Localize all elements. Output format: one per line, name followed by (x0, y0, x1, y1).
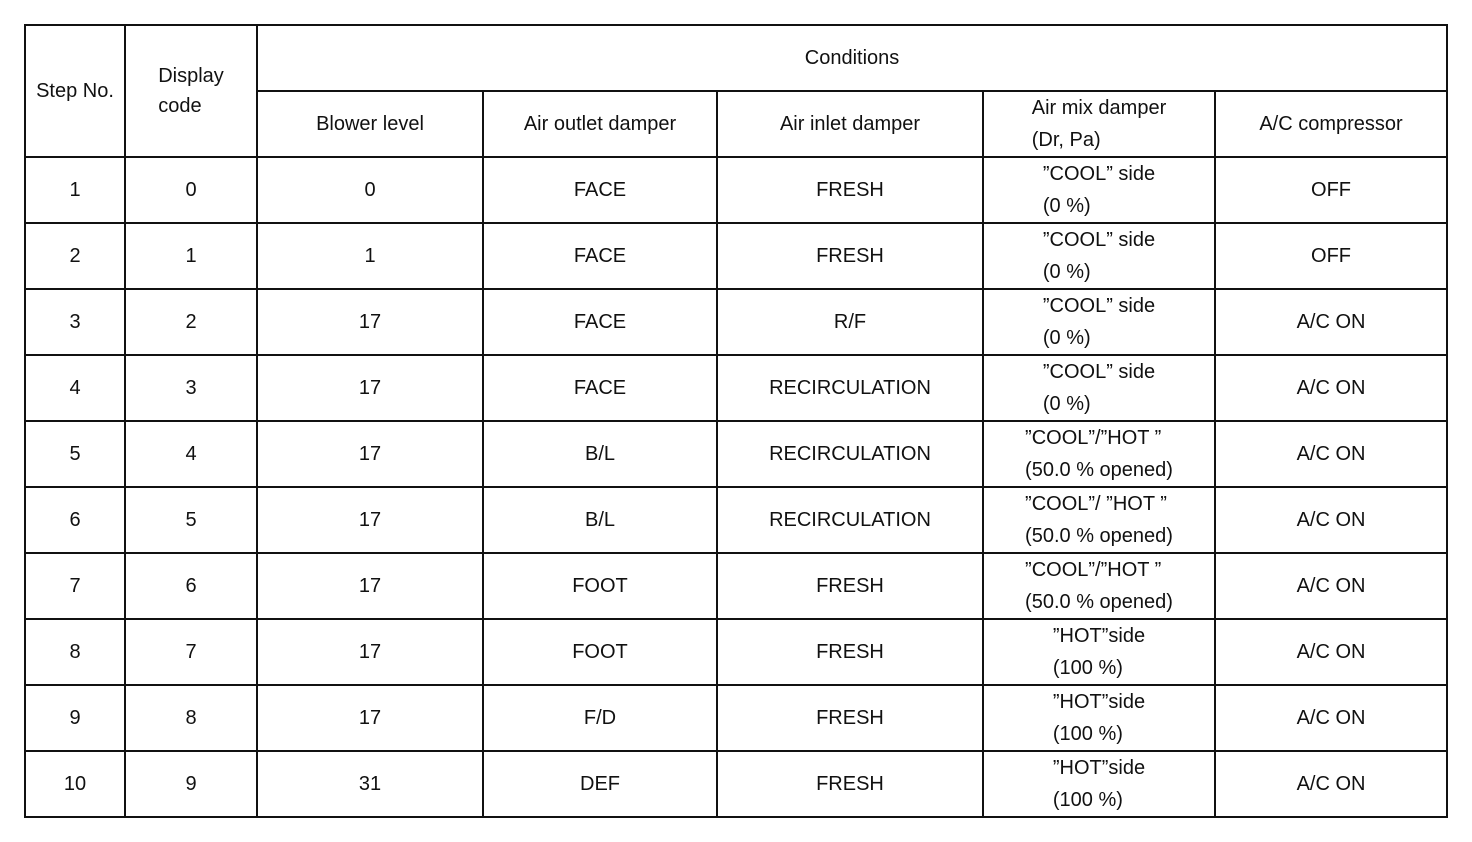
header-ac-compressor: A/C compressor (1215, 91, 1447, 157)
cell-outlet: FOOT (483, 619, 717, 685)
header-air-outlet-damper: Air outlet damper (483, 91, 717, 157)
cell-inlet: FRESH (717, 157, 983, 223)
cell-mix-line2: (0 %) (1042, 261, 1091, 283)
cell-inlet: RECIRCULATION (717, 487, 983, 553)
cell-step: 9 (25, 685, 125, 751)
cell-mix (983, 421, 1215, 487)
cell-outlet: DEF (483, 751, 717, 817)
header-row-top (25, 25, 1447, 91)
cell-outlet: B/L (483, 421, 717, 487)
cell-blower: 0 (257, 157, 483, 223)
table-row (25, 223, 1447, 289)
cell-mix-line1: ”COOL” side (1042, 361, 1156, 383)
cell-code: 7 (125, 619, 257, 685)
table-row (25, 685, 1447, 751)
table-row (25, 619, 1447, 685)
cell-mix (983, 619, 1215, 685)
header-air-mix-damper (983, 91, 1215, 157)
header-air-mix-line1: Air mix damper (1031, 97, 1167, 119)
cell-mix (983, 223, 1215, 289)
cell-mix-line2: (0 %) (1042, 393, 1091, 415)
cell-code: 4 (125, 421, 257, 487)
cell-mix-line2: (100 %) (1052, 789, 1123, 811)
header-conditions: Conditions (257, 25, 1447, 91)
cell-compressor: A/C ON (1215, 355, 1447, 421)
cell-code: 1 (125, 223, 257, 289)
cell-code: 8 (125, 685, 257, 751)
cell-blower: 17 (257, 553, 483, 619)
cell-compressor: A/C ON (1215, 685, 1447, 751)
cell-blower: 17 (257, 289, 483, 355)
cell-outlet: FACE (483, 223, 717, 289)
table-row (25, 553, 1447, 619)
cell-outlet: FOOT (483, 553, 717, 619)
cell-mix-line1: ”HOT”side (1052, 691, 1146, 713)
header-air-mix-line2: (Dr, Pa) (1031, 129, 1101, 151)
cell-mix-line1: ”HOT”side (1052, 757, 1146, 779)
cell-mix-line1: ”COOL”/ ”HOT ” (1025, 493, 1167, 515)
cell-mix-line1: ”COOL”/”HOT ” (1025, 559, 1162, 581)
cell-mix (983, 157, 1215, 223)
cell-code: 5 (125, 487, 257, 553)
cell-code: 2 (125, 289, 257, 355)
cell-step: 6 (25, 487, 125, 553)
cell-inlet: FRESH (717, 751, 983, 817)
cell-step: 2 (25, 223, 125, 289)
cell-outlet: F/D (483, 685, 717, 751)
cell-compressor: A/C ON (1215, 553, 1447, 619)
cell-outlet: FACE (483, 289, 717, 355)
condition-table (24, 24, 1448, 818)
cell-mix-line2: (100 %) (1052, 723, 1123, 745)
cell-compressor: A/C ON (1215, 421, 1447, 487)
cell-inlet: R/F (717, 289, 983, 355)
cell-blower: 17 (257, 685, 483, 751)
cell-outlet: FACE (483, 157, 717, 223)
cell-compressor: A/C ON (1215, 487, 1447, 553)
cell-mix-line2: (0 %) (1042, 195, 1091, 217)
cell-inlet: FRESH (717, 553, 983, 619)
cell-mix (983, 751, 1215, 817)
cell-blower: 17 (257, 355, 483, 421)
cell-mix (983, 685, 1215, 751)
cell-mix-line1: ”COOL” side (1042, 295, 1156, 317)
table-row (25, 751, 1447, 817)
cell-inlet: RECIRCULATION (717, 421, 983, 487)
cell-mix-line1: ”COOL” side (1042, 163, 1156, 185)
cell-blower: 1 (257, 223, 483, 289)
header-blower-level: Blower level (257, 91, 483, 157)
cell-mix-line1: ”COOL” side (1042, 229, 1156, 251)
cell-step: 3 (25, 289, 125, 355)
cell-code: 9 (125, 751, 257, 817)
cell-step: 1 (25, 157, 125, 223)
cell-code: 0 (125, 157, 257, 223)
cell-blower: 31 (257, 751, 483, 817)
cell-mix-line1: ”COOL”/”HOT ” (1025, 427, 1162, 449)
cell-outlet: B/L (483, 487, 717, 553)
header-display-code (125, 25, 257, 157)
cell-compressor: A/C ON (1215, 619, 1447, 685)
table-row (25, 355, 1447, 421)
cell-mix-line2: (50.0 % opened) (1025, 459, 1173, 481)
cell-mix-line2: (100 %) (1052, 657, 1123, 679)
table-row (25, 157, 1447, 223)
header-step-no: Step No. (25, 25, 125, 157)
cell-step: 7 (25, 553, 125, 619)
cell-mix (983, 289, 1215, 355)
cell-mix-line2: (50.0 % opened) (1025, 591, 1173, 613)
cell-step: 4 (25, 355, 125, 421)
cell-mix-line2: (0 %) (1042, 327, 1091, 349)
cell-blower: 17 (257, 619, 483, 685)
cell-mix (983, 355, 1215, 421)
cell-inlet: FRESH (717, 619, 983, 685)
table-row (25, 421, 1447, 487)
header-air-inlet-damper: Air inlet damper (717, 91, 983, 157)
table-row (25, 487, 1447, 553)
cell-compressor: A/C ON (1215, 751, 1447, 817)
cell-mix (983, 487, 1215, 553)
cell-code: 6 (125, 553, 257, 619)
header-display-code-line1: Display (158, 64, 224, 87)
cell-blower: 17 (257, 421, 483, 487)
cell-compressor: A/C ON (1215, 289, 1447, 355)
cell-mix-line2: (50.0 % opened) (1025, 525, 1173, 547)
cell-step: 8 (25, 619, 125, 685)
cell-blower: 17 (257, 487, 483, 553)
cell-inlet: FRESH (717, 685, 983, 751)
cell-compressor: OFF (1215, 157, 1447, 223)
cell-mix-line1: ”HOT”side (1052, 625, 1146, 647)
cell-mix (983, 553, 1215, 619)
cell-code: 3 (125, 355, 257, 421)
table-row (25, 289, 1447, 355)
cell-step: 10 (25, 751, 125, 817)
cell-inlet: FRESH (717, 223, 983, 289)
cell-compressor: OFF (1215, 223, 1447, 289)
cell-inlet: RECIRCULATION (717, 355, 983, 421)
header-display-code-line2: code (158, 94, 202, 117)
cell-step: 5 (25, 421, 125, 487)
cell-outlet: FACE (483, 355, 717, 421)
